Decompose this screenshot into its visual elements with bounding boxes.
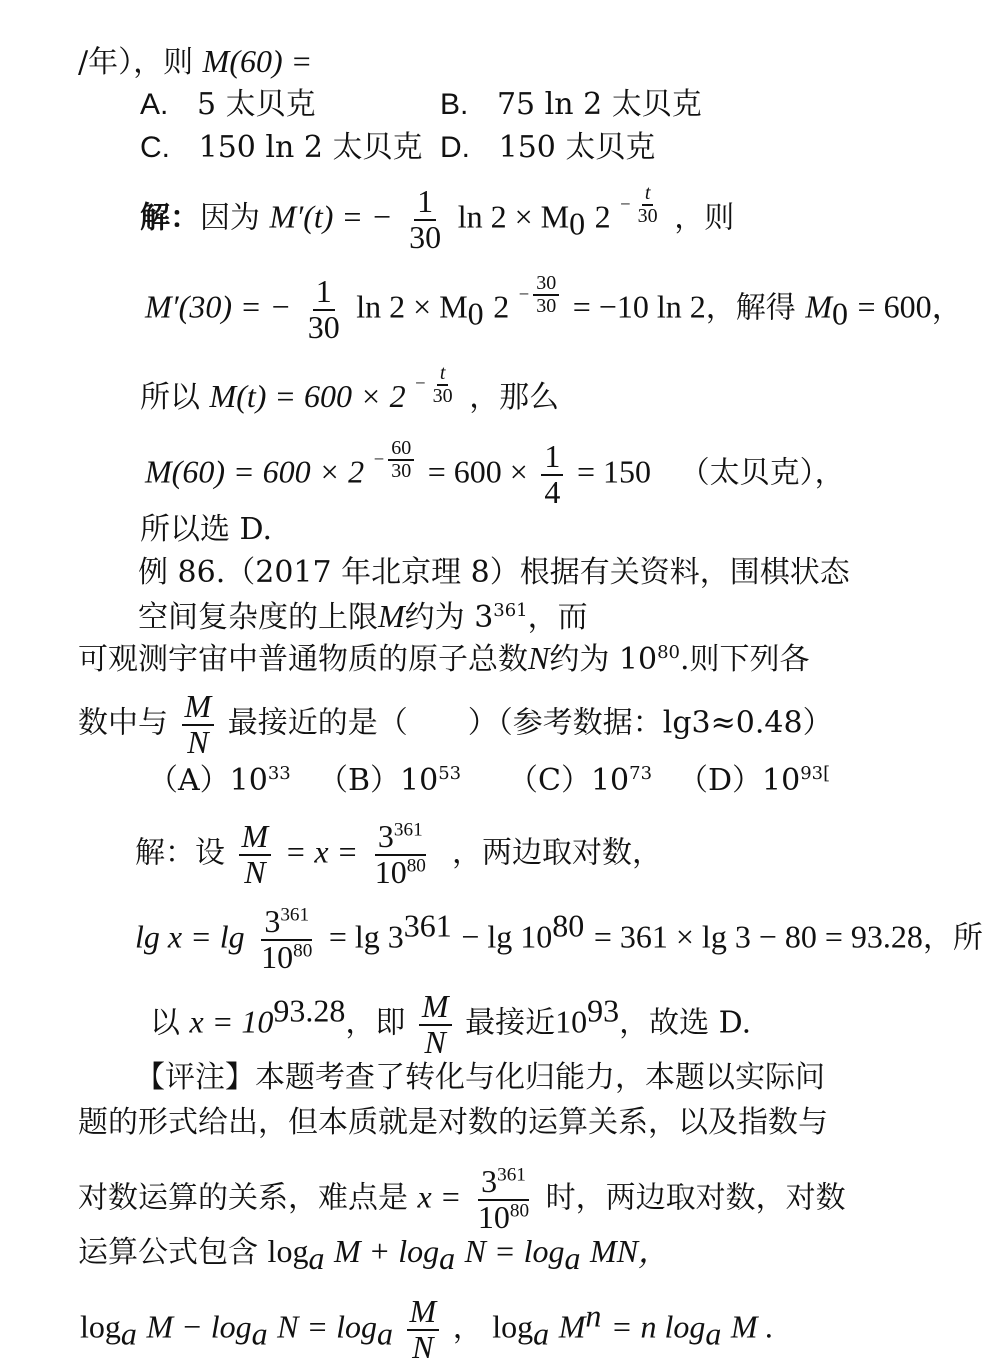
- math-expression: M .: [730, 1308, 774, 1345]
- numerator: 1: [313, 275, 335, 311]
- math-expression: N = log: [277, 1308, 377, 1345]
- solution-line: [140, 512, 273, 547]
- fraction: [239, 820, 272, 889]
- subscript: a: [376, 1315, 393, 1352]
- math-expression: M′(30) = −: [145, 288, 292, 325]
- subscript: a: [251, 1315, 268, 1352]
- solution-line: [135, 820, 662, 889]
- text: ，则: [674, 200, 735, 236]
- choice-a: [140, 87, 316, 122]
- option-d: [678, 765, 830, 796]
- superscript: n: [585, 1297, 602, 1334]
- fraction: [541, 440, 563, 509]
- math-var: M: [558, 1308, 586, 1345]
- denominator-base: 10: [374, 853, 407, 890]
- choice-text: 5 太贝克: [196, 87, 316, 122]
- solution-line: [145, 437, 845, 510]
- fraction: [182, 690, 215, 759]
- exponent: − t 30: [620, 194, 665, 215]
- option-label: （A）10: [148, 763, 268, 798]
- numerator: 1: [414, 185, 436, 221]
- math-expression: = 361 × lg 3 − 80 = 93.28: [593, 918, 923, 955]
- option-a: [148, 765, 291, 796]
- numerator: 1: [541, 440, 563, 476]
- math-var: M: [378, 598, 405, 634]
- math-expression: M(60) =: [202, 43, 313, 79]
- text: ，: [452, 1310, 483, 1346]
- text: 【评注】本题考查了转化与化归能力，本题以实际问: [135, 1060, 825, 1095]
- math-expression: M − log: [146, 1308, 252, 1345]
- exponent: − 60 30: [374, 449, 419, 470]
- superscript: 93: [587, 992, 620, 1029]
- math-log: log: [492, 1308, 534, 1345]
- comment-line: [135, 1060, 825, 1095]
- text: ，即: [345, 1005, 406, 1041]
- choice-letter: C.: [140, 131, 170, 164]
- choice-letter: D.: [440, 131, 470, 164]
- text-line: [138, 600, 588, 633]
- choice-b: [440, 87, 702, 122]
- math-expression: = x =: [284, 833, 359, 870]
- text: 对数运算的关系，难点是: [78, 1180, 408, 1216]
- text: 可观测宇宙中普通物质的原子总数: [78, 642, 528, 677]
- superscript: 80: [657, 642, 680, 663]
- text: ，两边取对数，: [451, 835, 662, 871]
- text: 约为 3: [404, 600, 494, 635]
- text: 最接近的是（ ）（参考数据：lg3≈0.48）: [227, 705, 833, 741]
- option-label: （C）10: [508, 763, 630, 798]
- text: ，故选 D.: [619, 1005, 752, 1041]
- math-base: 10: [555, 1003, 588, 1040]
- subscript: a: [120, 1315, 137, 1352]
- denominator: 30: [307, 308, 340, 345]
- numerator-base: 3: [264, 903, 281, 939]
- math-expression: = n log: [610, 1308, 706, 1345]
- numerator: M: [239, 820, 272, 856]
- math-var: N: [528, 640, 550, 676]
- solution-label: 解：: [140, 200, 200, 236]
- choice-d: [440, 130, 656, 165]
- numerator: t: [437, 363, 449, 386]
- math-expression: = 150: [576, 453, 651, 490]
- fraction: [258, 905, 315, 974]
- option-label: （B）10: [318, 763, 439, 798]
- text: 题的形式给出，但本质就是对数的运算关系，以及指数与: [78, 1105, 828, 1140]
- text: 所以选 D.: [140, 512, 273, 547]
- solution-line: [150, 990, 751, 1059]
- option-c: [508, 765, 652, 796]
- choice-c: [140, 130, 423, 165]
- exponent: − 30 30: [519, 284, 564, 305]
- subscript: a: [439, 1240, 456, 1276]
- math-expression: x = 10: [189, 1003, 274, 1040]
- superscript: 361: [497, 1164, 526, 1186]
- text-line: [78, 642, 810, 675]
- text: 空间复杂度的上限: [138, 600, 378, 635]
- math-expression: x =: [417, 1178, 462, 1215]
- math-expression: MN，: [590, 1233, 671, 1269]
- superscript: 361: [403, 907, 452, 944]
- math-expression: lg x = lg: [135, 918, 245, 955]
- math-expression: = 600，: [857, 288, 964, 325]
- numerator: M: [407, 1295, 440, 1331]
- choice-letter: B.: [440, 88, 469, 121]
- math-expression: = −10 ln 2: [572, 288, 706, 325]
- choice-letter: A.: [140, 88, 169, 121]
- numerator-base: 3: [377, 818, 394, 854]
- math-log: log: [80, 1308, 121, 1345]
- superscript: 80: [406, 854, 426, 876]
- superscript: 80: [509, 1199, 530, 1221]
- superscript: 73: [629, 763, 653, 784]
- numerator: 30: [533, 273, 559, 296]
- solution-line: [135, 905, 983, 974]
- example-title: [138, 555, 850, 590]
- solution-line: [140, 361, 560, 425]
- text: 解：设: [135, 835, 225, 871]
- text: ，那么: [469, 380, 560, 415]
- text: 以: [150, 1005, 180, 1041]
- text: ，所: [922, 920, 983, 956]
- text: （太贝克），: [679, 455, 845, 491]
- numerator: M: [419, 990, 452, 1026]
- math-expression: = 600 ×: [427, 453, 528, 490]
- fraction: [475, 1165, 532, 1234]
- text-line: [78, 690, 833, 759]
- superscript: 93.28: [273, 992, 346, 1029]
- denominator: 30: [432, 384, 453, 407]
- subscript: 0: [569, 205, 586, 242]
- superscript: 93[: [800, 763, 831, 784]
- superscript: 80: [293, 939, 313, 961]
- comment-line: [78, 1235, 670, 1274]
- fraction: [372, 820, 429, 889]
- math-expression: M′(t) = −: [269, 198, 393, 235]
- solution-line: M′(30) = − $\frac{1}{30}$ $\ln 2 \times M_0$ 2 $^{- \frac{30}{30}}$ = −10 ln 2，解得 $M_0 = 600$，: [145, 272, 964, 345]
- subscript: a: [705, 1315, 722, 1352]
- denominator: 30: [536, 295, 557, 318]
- denominator: N: [412, 1328, 434, 1365]
- denominator-base: 10: [261, 938, 294, 975]
- fraction: [406, 185, 444, 254]
- comment-line: [80, 1295, 774, 1364]
- text: 最接近: [465, 1005, 556, 1041]
- text: /年），则: [78, 45, 194, 80]
- text: 例 86.（2017 年北京理 8）根据有关资料，围棋状态: [138, 555, 850, 590]
- denominator: N: [424, 1023, 446, 1060]
- choice-text: 150 太贝克: [498, 130, 656, 165]
- numerator: M: [182, 690, 215, 726]
- fraction: [305, 275, 343, 344]
- numerator-base: 3: [481, 1163, 498, 1199]
- choice-text: 150 ln 2 太贝克: [198, 130, 423, 165]
- text: 数中与: [78, 705, 168, 741]
- superscript: 80: [552, 907, 585, 944]
- numerator: 60: [388, 438, 414, 461]
- denominator: 30: [391, 460, 412, 483]
- math-expression: M + log: [333, 1233, 440, 1269]
- choice-text: 75 ln 2 太贝克: [496, 87, 702, 122]
- text: 约为 10: [549, 642, 658, 677]
- math-expression: ln 2 × M: [356, 288, 468, 325]
- math-expression: ln 2 × M: [457, 198, 570, 235]
- denominator: 30: [409, 218, 442, 255]
- math-base: 2: [594, 198, 611, 235]
- superscript: 53: [438, 763, 462, 784]
- math-base: 2: [493, 288, 510, 325]
- denominator-base: 10: [477, 1198, 510, 1235]
- superscript: 361: [393, 819, 423, 841]
- subscript: a: [533, 1315, 550, 1352]
- exponent: − t 30: [415, 373, 460, 394]
- text: 因为: [200, 200, 260, 236]
- denominator: N: [187, 723, 209, 760]
- math-expression: M(60) = 600 × 2: [145, 453, 365, 490]
- subscript: a: [564, 1240, 581, 1276]
- math-expression: N = log: [464, 1233, 565, 1269]
- text: ，解得: [705, 290, 796, 326]
- option-b: [318, 765, 461, 796]
- comment-line: [78, 1165, 846, 1234]
- option-label: （D）10: [678, 763, 801, 798]
- solution-line: [140, 182, 735, 255]
- subscript: 0: [467, 295, 484, 332]
- text: .则下列各: [679, 642, 810, 677]
- subscript: 0: [831, 295, 848, 332]
- math-log: log: [267, 1233, 309, 1269]
- superscript: 361: [493, 600, 528, 621]
- superscript: 361: [280, 904, 310, 926]
- denominator: 4: [544, 473, 561, 510]
- text: ，而: [527, 600, 588, 635]
- denominator: 30: [637, 205, 658, 228]
- math-expression: M(t) = 600 × 2: [209, 378, 406, 414]
- text: 运算公式包含: [78, 1235, 258, 1270]
- superscript: 33: [267, 763, 291, 784]
- text: 时，两边取对数，对数: [545, 1180, 846, 1216]
- math-expression: − lg 10: [461, 918, 553, 955]
- fraction: [407, 1295, 440, 1364]
- text: 所以: [140, 380, 200, 415]
- math-expression: = lg 3: [328, 918, 404, 955]
- fraction: [419, 990, 452, 1059]
- denominator: N: [244, 853, 266, 890]
- numerator: t: [642, 183, 654, 206]
- text-line: [78, 45, 312, 78]
- subscript: a: [308, 1240, 325, 1276]
- comment-line: [78, 1105, 828, 1140]
